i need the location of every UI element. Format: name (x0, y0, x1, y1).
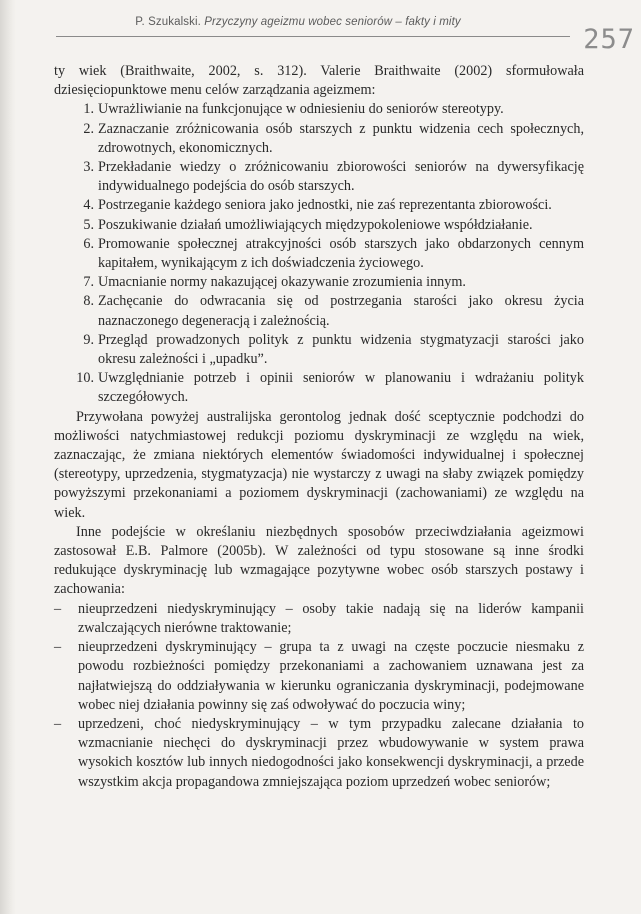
dash-mark: – (54, 715, 62, 732)
dash-list-item (54, 600, 584, 638)
dash-mark: – (54, 600, 62, 617)
body-paragraph-1: Przywołana powyżej australijska gerontolog jednak dość sceptycznie podchodzi do możliwości natychmiastowej redukcji poziomu dyskryminacji ze względu na wiek, zaznaczając, że zmiana niektórych elementów świadomości indywidualnej i społecznej (stereotypy, uprzedzenia, stygmatyzacja) nie wystarczy z uwagi na słaby związek pomiędzy powyższymi przekonaniami a poziomem dyskryminacji (zachowaniami) ze względu na wiek. (54, 408, 584, 521)
list-item-text: Przegląd prowadzonych polityk z punktu widzenia stygmatyzacji starości jako okresu zależności i „upadku”. (98, 331, 584, 368)
list-item (54, 273, 584, 292)
dash-list-item (54, 638, 584, 715)
dash-mark: – (54, 639, 62, 656)
list-item-number: 1. (83, 101, 94, 118)
list-item-number: 5. (83, 216, 94, 233)
list-item-text: Promowanie społecznej atrakcyjności osób starszych jako obdarzonych cennym kapitałem, wynikającym z ich doświadczenia życiowego. (98, 235, 584, 272)
list-item (54, 216, 584, 235)
list-item-text: Zaznaczanie zróżnicowania osób starszych z punktu widzenia cech społecznych, zdrowotnych, ekonomicznych. (98, 120, 584, 156)
goals-list (54, 100, 584, 407)
list-item (54, 369, 584, 407)
dash-list-item (54, 715, 584, 792)
list-item (54, 158, 584, 196)
list-item (54, 292, 584, 330)
list-item-text: Uwzględnianie potrzeb i opinii seniorów w planowaniu i wdrażaniu polityk szczegółowych. (98, 370, 584, 406)
list-item-text: Przekładanie wiedzy o zróżnicowaniu zbiorowości seniorów na dywersyfikację indywidualnego podejścia do osób starszych. (98, 159, 584, 195)
list-item-number: 2. (83, 120, 94, 137)
list-item-text: Uwrażliwianie na funkcjonujące w odniesieniu do seniorów stereotypy. (98, 101, 504, 118)
body-paragraph-2: Inne podejście w określaniu niezbędnych sposobów przeciwdziałania ageizmowi zastosował E.B. Palmore (2005b). W zależności od typu stosowane są inne środki redukujące dyskryminację lub wzmagające pozytywne wobec osób starszych postawy i zachowania: (54, 523, 584, 598)
list-item-number: 6. (83, 235, 94, 252)
intro-paragraph: ty wiek (Braithwaite, 2002, s. 312). Valerie Braithwaite (2002) sformułowała dziesięciopunktowe menu celów zarządzania ageizmem: (54, 63, 584, 99)
header-title: Przyczyny ageizmu wobec seniorów – fakty i mity (204, 16, 461, 28)
list-item (54, 196, 584, 215)
list-item-text: Zachęcanie do odwracania się od postrzegania starości jako okresu życia naznaczonego degeneracją i zależnością. (98, 293, 584, 329)
list-item-number: 3. (83, 159, 94, 176)
page-edge-shadow (0, 0, 16, 914)
dash-list (54, 600, 584, 792)
dash-item-text: nieuprzedzeni niedyskryminujący – osoby takie nadają się na liderów kampanii zwalczających nierówne traktowanie; (78, 600, 584, 636)
list-item-number: 8. (83, 293, 94, 310)
dash-item-text: nieuprzedzeni dyskryminujący – grupa ta z uwagi na częste poczucie niesmaku z powodu rozbieżności pomiędzy przekonaniami a zachowaniem uznawana jest za najłatwiejszą do oddziaływania w kierunku ograniczania dyskryminacji, podejmowane wobec niej działania powinny się zaś odwoływać do poczucia winy; (78, 639, 584, 713)
header-author: P. Szukalski. (135, 16, 201, 28)
list-item-number: 10. (76, 370, 94, 387)
page-number: 257 (583, 24, 635, 55)
header-rule (56, 36, 570, 37)
list-item-number: 7. (83, 274, 94, 291)
list-item-text: Postrzeganie każdego seniora jako jednostki, nie zaś reprezentanta zbiorowości. (98, 197, 552, 214)
list-item (54, 120, 584, 158)
list-item (54, 331, 584, 369)
running-header (18, 16, 578, 28)
list-item (54, 235, 584, 273)
list-item (54, 100, 584, 119)
page-body (54, 62, 584, 792)
list-item-number: 4. (83, 197, 94, 214)
list-item-number: 9. (83, 331, 94, 348)
dash-item-text: uprzedzeni, choć niedyskryminujący – w tym przypadku zalecane działania to wzmacnianie niechęci do dyskryminacji przez wbudowywanie w system prawa wysokich kosztów lub innych niedogodności jako konsekwencji dyskryminacji, a przede wszystkim akcja propagandowa zmniejszająca poziom uprzedzeń wobec seniorów; (78, 715, 584, 790)
list-item-text: Umacnianie normy nakazującej okazywanie zrozumienia innym. (98, 274, 466, 291)
list-item-text: Poszukiwanie działań umożliwiających międzypokoleniowe współdziałanie. (98, 216, 533, 233)
